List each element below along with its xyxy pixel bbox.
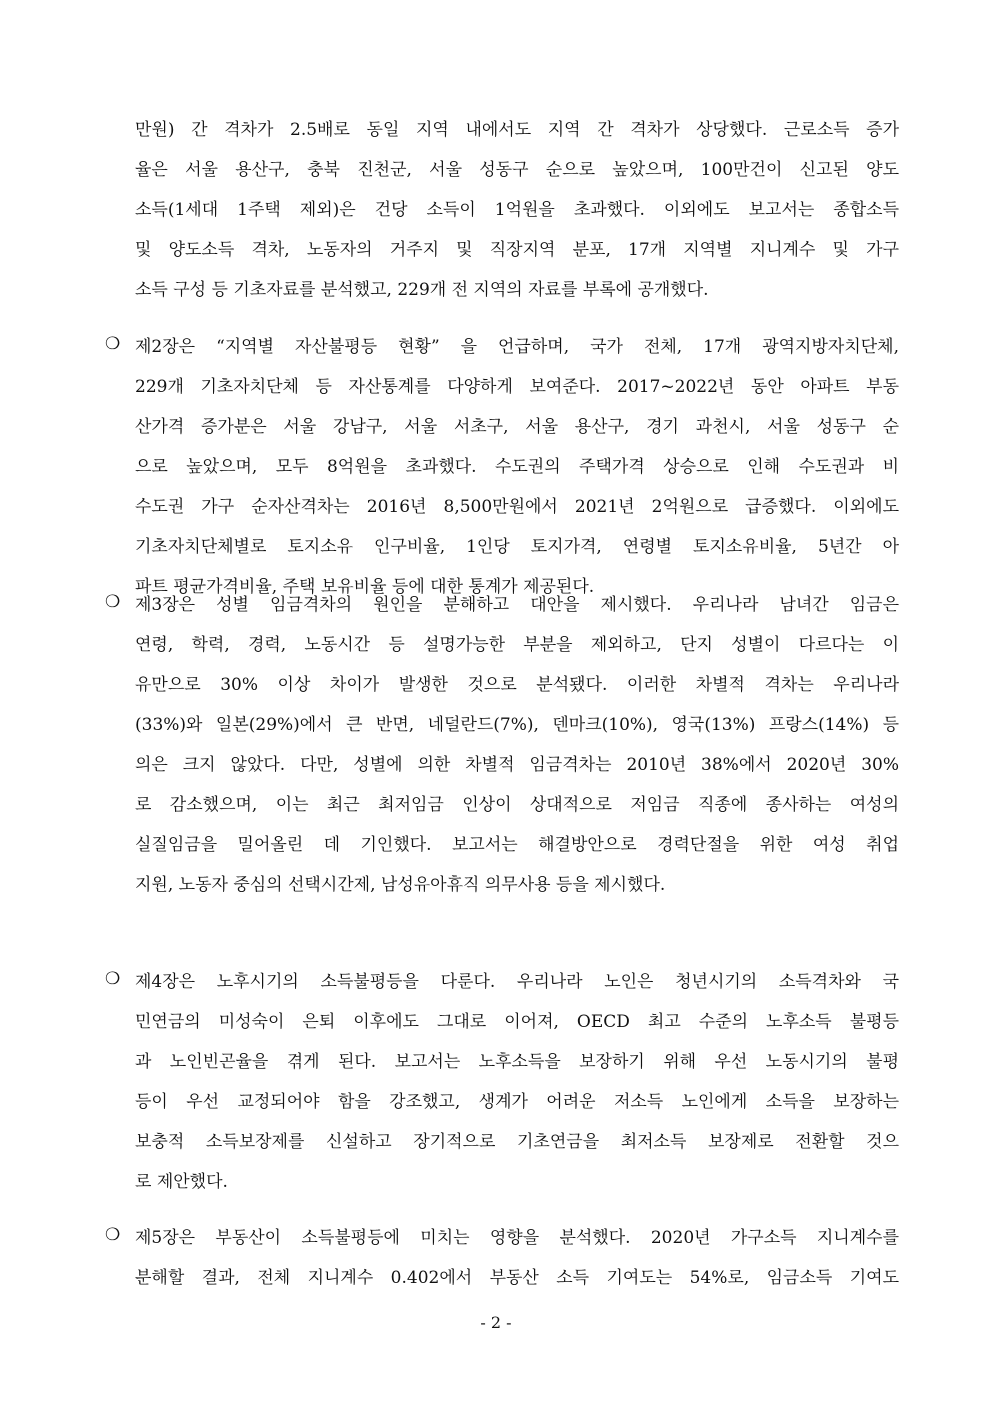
circle-bullet-icon: ❍ xyxy=(105,969,121,989)
text-line: 제2장은 “지역별 자산불평등 현황” 을 언급하며, 국가 전체, 17개 광역지방자치단체, xyxy=(135,337,899,357)
text-line: 만원) 간 격차가 2.5배로 동일 지역 내에서도 지역 간 격차가 상당했다. 근로소득 증가 xyxy=(135,120,899,140)
text-line: 제5장은 부동산이 소득불평등에 미치는 영향을 분석했다. 2020년 가구소득 지니계수를 xyxy=(135,1228,899,1248)
paragraph-lines xyxy=(135,585,899,905)
text-line: 수도권 가구 순자산격차는 2016년 8,500만원에서 2021년 2억원으로 급증했다. 이외에도 xyxy=(135,497,899,517)
text-line: 제4장은 노후시기의 소득불평등을 다룬다. 우리나라 노인은 청년시기의 소득격차와 국 xyxy=(135,972,899,992)
text-line: 제3장은 성별 임금격차의 원인을 분해하고 대안을 제시했다. 우리나라 남녀간 임금은 xyxy=(135,595,899,615)
text-line: 산가격 증가분은 서울 강남구, 서울 서초구, 서울 용산구, 경기 과천시, 서울 성동구 순 xyxy=(135,417,899,437)
text-line: 소득(1세대 1주택 제외)은 건당 소득이 1억원을 초과했다. 이외에도 보고서는 종합소득 xyxy=(135,200,899,220)
paragraph-lines xyxy=(135,962,899,1202)
text-line: 민연금의 미성숙이 은퇴 이후에도 그대로 이어져, OECD 최고 수준의 노후소득 불평등 xyxy=(135,1012,899,1032)
text-line: 과 노인빈곤율을 겪게 된다. 보고서는 노후소득을 보장하기 위해 우선 노동시기의 불평 xyxy=(135,1052,899,1072)
paragraph-lines xyxy=(135,327,899,607)
paragraph-lines xyxy=(135,1218,899,1298)
text-line: 파트 평균가격비율, 주택 보유비율 등에 대한 통계가 제공된다. xyxy=(135,577,595,597)
text-line: 및 양도소득 격차, 노동자의 거주지 및 직장지역 분포, 17개 지역별 지니계수 및 가구 xyxy=(135,240,899,260)
paragraph-income-gap-continued xyxy=(100,110,900,310)
paragraph-lines xyxy=(135,110,899,310)
paragraph-chapter-2 xyxy=(100,327,900,607)
text-line: 기초자치단체별로 토지소유 인구비율, 1인당 토지가격, 연령별 토지소유비율, 5년간 아 xyxy=(135,537,899,557)
text-line: 으로 높았으며, 모두 8억원을 초과했다. 수도권의 주택가격 상승으로 인해 수도권과 비 xyxy=(135,457,899,477)
text-line: (33%)와 일본(29%)에서 큰 반면, 네덜란드(7%), 덴마크(10%), 영국(13%) 프랑스(14%) 등 xyxy=(135,715,899,735)
paragraph-chapter-3 xyxy=(100,585,900,905)
paragraph-chapter-4 xyxy=(100,962,900,1202)
text-line: 로 제안했다. xyxy=(135,1172,228,1192)
text-line: 229개 기초자치단체 등 자산통계를 다양하게 보여준다. 2017~2022년 동안 아파트 부동 xyxy=(135,377,899,397)
text-line: 로 감소했으며, 이는 최근 최저임금 인상이 상대적으로 저임금 직종에 종사하는 여성의 xyxy=(135,795,899,815)
text-line: 등이 우선 교정되어야 함을 강조했고, 생계가 어려운 저소득 노인에게 소득을 보장하는 xyxy=(135,1092,899,1112)
text-line: 연령, 학력, 경력, 노동시간 등 설명가능한 부분을 제외하고, 단지 성별이 다르다는 이 xyxy=(135,635,899,655)
text-line: 율은 서울 용산구, 충북 진천군, 서울 성동구 순으로 높았으며, 100만건이 신고된 양도 xyxy=(135,160,899,180)
circle-bullet-icon: ❍ xyxy=(105,334,121,354)
circle-bullet-icon: ❍ xyxy=(105,1225,121,1245)
paragraph-chapter-5 xyxy=(100,1218,900,1298)
text-line: 소득 구성 등 기초자료를 분석했고, 229개 전 지역의 자료를 부록에 공개했다. xyxy=(135,280,709,300)
text-line: 보충적 소득보장제를 신설하고 장기적으로 기초연금을 최저소득 보장제로 전환할 것으 xyxy=(135,1132,899,1152)
text-line: 지원, 노동자 중심의 선택시간제, 남성유아휴직 의무사용 등을 제시했다. xyxy=(135,875,666,895)
text-line: 의은 크지 않았다. 다만, 성별에 의한 차별적 임금격차는 2010년 38%에서 2020년 30% xyxy=(135,755,899,775)
circle-bullet-icon: ❍ xyxy=(105,592,121,612)
text-line: 실질임금을 밀어올린 데 기인했다. 보고서는 해결방안으로 경력단절을 위한 여성 취업 xyxy=(135,835,899,855)
text-line: 분해할 결과, 전체 지니계수 0.402에서 부동산 소득 기여도는 54%로, 임금소득 기여도 xyxy=(135,1268,899,1288)
page-number: - 2 - xyxy=(480,1313,512,1332)
text-line: 유만으로 30% 이상 차이가 발생한 것으로 분석됐다. 이러한 차별적 격차는 우리나라 xyxy=(135,675,899,695)
